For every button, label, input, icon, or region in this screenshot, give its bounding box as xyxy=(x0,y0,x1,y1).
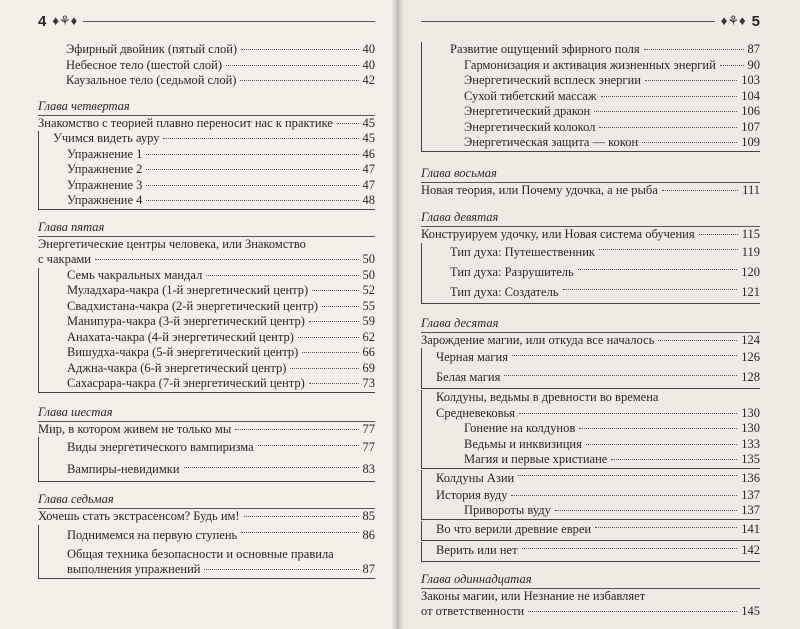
toc-entry[interactable]: Свадхистана-чакра (2-й энергетический центр) 55 xyxy=(67,298,375,313)
chapter-title[interactable]: Мир, в котором живем не только мы 77 xyxy=(38,421,375,436)
toc-entry[interactable]: Вампиры-невидимки 83 xyxy=(67,462,375,477)
chapter-title[interactable]: Знакомство с теорией плавно переносит нас к практике 45 xyxy=(38,115,375,130)
chapter-label: Глава восьмая xyxy=(421,166,760,183)
ornament-icon: ♦⚘♦ xyxy=(720,13,746,28)
right-page xyxy=(397,0,800,629)
toc-entry[interactable]: Семь чакральных мандал 50 xyxy=(67,267,375,282)
chapter-title[interactable]: Конструируем удочку, или Новая система обучения 115 xyxy=(421,227,760,241)
chapter-title[interactable]: Новая теория, или Почему удочка, а не рыба 111 xyxy=(421,182,760,197)
toc-entry[interactable]: История вуду 137 xyxy=(436,487,760,502)
toc-entry[interactable]: Тип духа: Путешественник 119 xyxy=(450,244,760,259)
toc-entry[interactable]: Энергетическая защита — кокон 109 xyxy=(464,135,760,149)
chapter-label: Глава одиннадцатая xyxy=(421,572,760,589)
subsection-group xyxy=(38,525,375,579)
chapter-label: Глава девятая xyxy=(421,210,760,227)
toc-entry[interactable]: Манипура-чакра (3-й энергетический центр) 59 xyxy=(67,314,375,328)
chapter-label: Глава четвертая xyxy=(38,99,375,116)
toc-entry[interactable]: Ведьмы и инквизиция 133 xyxy=(464,436,760,451)
toc-entry[interactable]: Во что верили древние евреи 141 xyxy=(436,522,760,537)
toc-entry[interactable]: Привороты вуду 137 xyxy=(464,503,760,517)
subsection-group xyxy=(421,390,760,469)
header-rule xyxy=(421,21,715,22)
ornament-icon: ♦⚘♦ xyxy=(52,13,78,28)
toc-entry-line[interactable]: Колдуны, ведьмы в древности во времена xyxy=(436,390,659,404)
page-number: 5 xyxy=(751,12,760,30)
toc-entry[interactable]: выполнения упражнений 87 xyxy=(67,562,375,576)
toc-entry[interactable]: Магия и первые христиане 135 xyxy=(464,452,760,466)
toc-entry[interactable]: Гармонизация и активация жизненных энергий 90 xyxy=(464,57,760,72)
toc-entry[interactable]: Сухой тибетский массаж 104 xyxy=(464,88,760,103)
toc-entry[interactable]: Колдуны Азии 136 xyxy=(436,470,760,485)
toc-entry[interactable]: Муладхара-чакра (1-й энергетический центр) 52 xyxy=(67,283,375,297)
toc-entry[interactable]: Тип духа: Создатель 121 xyxy=(450,284,760,299)
toc-entry[interactable]: Развитие ощущений эфирного поля 87 xyxy=(450,42,760,56)
toc-entry[interactable]: Черная магия 126 xyxy=(436,350,760,365)
chapter-label: Глава десятая xyxy=(421,316,760,333)
toc-entry[interactable]: Упражнение 4 48 xyxy=(67,193,375,207)
page-number: 4 xyxy=(38,12,47,30)
subsection-group xyxy=(421,42,760,152)
toc-entry[interactable]: Упражнение 1 46 xyxy=(67,146,375,161)
chapter-title[interactable]: от ответственности 145 xyxy=(421,604,760,618)
toc-entry[interactable]: Упражнение 2 47 xyxy=(67,162,375,176)
subsection-group xyxy=(421,542,760,562)
toc-entry[interactable]: Поднимемся на первую ступень 86 xyxy=(67,527,375,542)
page-header xyxy=(38,10,375,32)
subsection-group xyxy=(421,243,760,304)
chapter-label: Глава пятая xyxy=(38,220,375,237)
left-page xyxy=(0,0,397,629)
toc-entry[interactable]: Аджна-чакра (6-й энергетический центр) 69 xyxy=(67,360,375,375)
toc-entry[interactable]: Верить или нет 142 xyxy=(436,543,760,558)
chapter-label: Глава седьмая xyxy=(38,492,375,509)
toc-entry[interactable]: Энергетический всплеск энергии 103 xyxy=(464,73,760,87)
toc-entry[interactable]: Энергетический дракон 106 xyxy=(464,104,760,118)
toc-entry[interactable]: Гонение на колдунов 130 xyxy=(464,421,760,435)
chapter-title[interactable]: с чакрами 50 xyxy=(38,252,375,266)
toc-entry[interactable]: Виды энергетического вампиризма 77 xyxy=(67,440,375,455)
chapter-title[interactable]: Зарождение магии, или откуда все началось 124 xyxy=(421,332,760,347)
toc-entry[interactable]: Энергетический колокол 107 xyxy=(464,119,760,134)
toc-entry[interactable]: Вишудха-чакра (5-й энергетический центр) 66 xyxy=(67,345,375,359)
toc-entry[interactable]: Сахасрара-чакра (7-й энергетический центр) 73 xyxy=(67,376,375,390)
toc-entry[interactable]: Средневековья 130 xyxy=(436,405,760,420)
subsection-group xyxy=(421,470,760,520)
toc-entry[interactable]: Тип духа: Разрушитель 120 xyxy=(450,264,760,279)
header-rule xyxy=(83,21,375,22)
toc-entry-line[interactable]: Общая техника безопасности и основные правила xyxy=(67,546,334,561)
chapter-title-line[interactable]: Законы магии, или Незнание не избавляет xyxy=(421,588,646,603)
subsection-group xyxy=(38,437,375,482)
subsection-group xyxy=(38,268,375,393)
toc-entry[interactable]: Каузальное тело (седьмой слой) 42 xyxy=(66,73,375,87)
subsection-group xyxy=(421,348,760,389)
toc-entry[interactable]: Белая магия 128 xyxy=(436,370,760,385)
toc-entry[interactable]: Эфирный двойник (пятый слой) 40 xyxy=(66,42,375,56)
page-header xyxy=(421,10,760,32)
subsection-group xyxy=(38,131,375,210)
toc-entry[interactable]: Упражнение 3 47 xyxy=(67,177,375,192)
subsection-group xyxy=(421,521,760,541)
chapter-title[interactable]: Хочешь стать экстрасенсом? Будь им! 85 xyxy=(38,509,375,523)
chapter-title-line[interactable]: Энергетические центры человека, или Знакомство xyxy=(38,236,306,251)
toc-entry[interactable]: Анахата-чакра (4-й энергетический центр) 62 xyxy=(67,329,375,344)
toc-entry[interactable]: Небесное тело (шестой слой) 40 xyxy=(66,57,375,72)
chapter-label: Глава шестая xyxy=(38,405,375,422)
toc-entry[interactable]: Учимся видеть ауру 45 xyxy=(53,131,375,145)
book-gutter xyxy=(391,0,405,629)
